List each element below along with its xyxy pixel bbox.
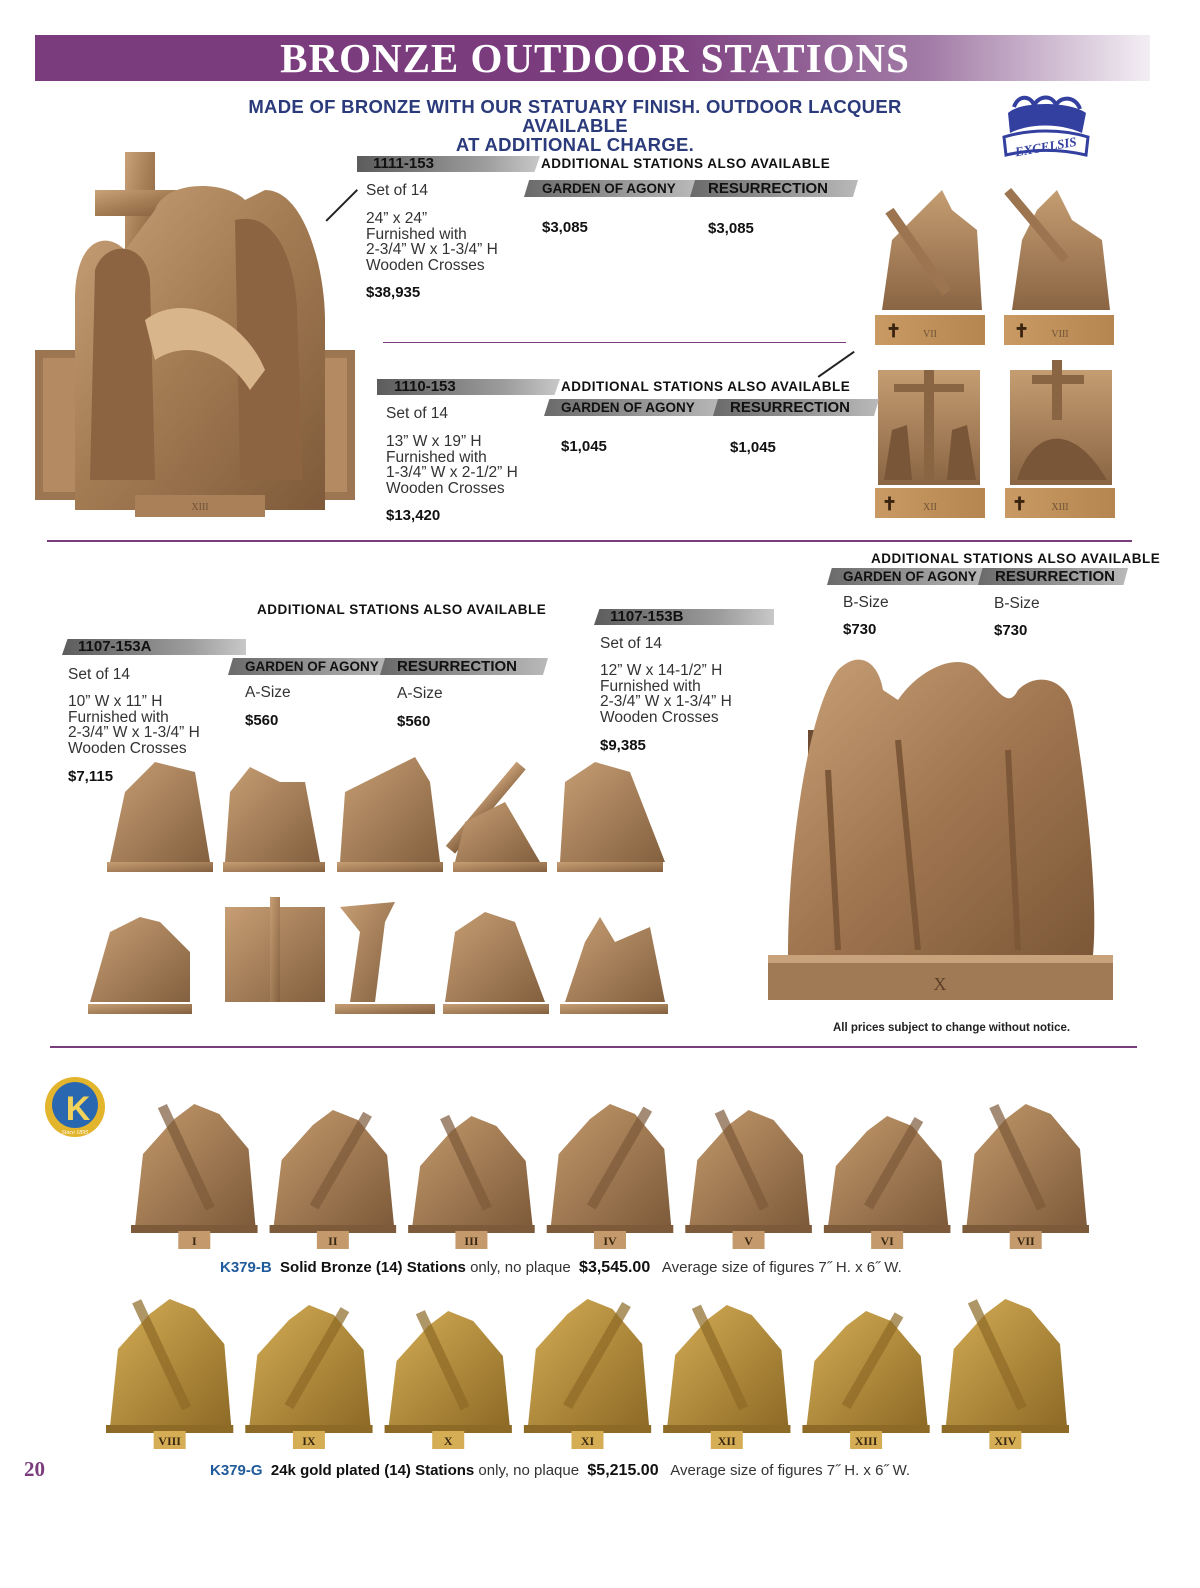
station-roman-label: XIV — [994, 1434, 1017, 1448]
station-roman-label: I — [191, 1234, 197, 1248]
k379g-caption — [210, 1462, 910, 1480]
station-figure — [663, 1305, 790, 1449]
page-number: 20 — [24, 1457, 45, 1481]
price-notice: All prices subject to change without notice. — [833, 1022, 1071, 1034]
subtitle: MADE OF BRONZE WITH OUR STATUARY FINISH. OUTDOOR LACQUER AVAILABLE AT ADDITIONAL CHARGE. — [248, 96, 902, 155]
station-figure — [824, 1116, 951, 1249]
price-1110: $13,420 — [386, 507, 441, 524]
roman-vii: VII — [923, 329, 937, 340]
sku-1107b: 1107-153B — [610, 608, 684, 625]
addl-garden-price-1107b: $730 — [843, 621, 877, 638]
svg-text:✝: ✝ — [1014, 321, 1030, 341]
k379b-size: Average size of figures 7˝ H. x 6˝ W. — [661, 1259, 902, 1276]
k-brand-logo — [44, 1075, 106, 1139]
pointer-line-2 — [818, 351, 855, 377]
svg-text:Since 1895: Since 1895 — [61, 1130, 89, 1136]
addl-garden-1107a: GARDEN OF AGONY — [245, 659, 379, 674]
divider-1 — [383, 342, 846, 343]
station-roman-label: III — [464, 1234, 479, 1248]
station-roman-label: VI — [880, 1234, 894, 1248]
station-roman-label: IX — [302, 1434, 316, 1448]
svg-text:✝: ✝ — [882, 494, 898, 514]
k379g-price: $5,215.00 — [587, 1462, 659, 1479]
station-x-large-image — [768, 650, 1113, 1005]
station-roman-label: VII — [1016, 1234, 1035, 1248]
set-count-1111: Set of 14 — [366, 182, 429, 199]
station-figure — [962, 1104, 1089, 1249]
station-roman-label: X — [443, 1434, 453, 1448]
addl-resurrection-1107b: RESURRECTION — [995, 568, 1116, 585]
addl-garden-size-1107a: A-Size — [245, 684, 291, 701]
price-1107a: $7,115 — [68, 768, 114, 785]
k379g-stations-row — [100, 1287, 1075, 1457]
addl-garden-price-1110: $1,045 — [561, 438, 607, 455]
sku-1110: 1110-153 — [394, 378, 456, 395]
station-roman-label: XIII — [854, 1434, 878, 1448]
station-roman-label: XI — [580, 1434, 595, 1448]
addl-resurrection-price-1111: $3,085 — [708, 220, 754, 237]
station-roman-label: II — [328, 1234, 338, 1248]
stations-grid-images — [85, 752, 670, 1022]
addl-resurrection-1107a: RESURRECTION — [397, 658, 518, 675]
addl-garden-price-1111: $3,085 — [542, 219, 588, 236]
station-figure — [131, 1104, 258, 1249]
small-stations-images — [872, 180, 1147, 520]
station-figure — [385, 1310, 512, 1449]
addl-title-1110: ADDITIONAL STATIONS ALSO AVAILABLE — [561, 379, 851, 394]
addl-title-1107a: ADDITIONAL STATIONS ALSO AVAILABLE — [257, 602, 547, 617]
set-count-1110: Set of 14 — [386, 405, 449, 422]
roman-viii: VIII — [1051, 329, 1069, 340]
desc-1110: 13” W x 19” H Furnished with 1-3/4” W x 2-1/2” H Wooden Crosses — [386, 433, 518, 497]
k379b-qualifier: only, no plaque — [470, 1259, 571, 1276]
k379g-qualifier: only, no plaque — [478, 1462, 580, 1479]
svg-text:K: K — [65, 1090, 91, 1128]
excelsis-logo — [1000, 93, 1092, 165]
k379b-price: $3,545.00 — [579, 1259, 651, 1276]
roman-xiii-label: XIII — [191, 502, 209, 513]
desc-1107b: 12” W x 14-1/2” H Furnished with 2-3/4” W x 1-3/4” H Wooden Crosses — [600, 662, 732, 726]
addl-title-1107b: ADDITIONAL STATIONS ALSO AVAILABLE — [871, 551, 1161, 566]
addl-resurrection-1110: RESURRECTION — [730, 399, 851, 416]
addl-title-1111: ADDITIONAL STATIONS ALSO AVAILABLE — [541, 156, 831, 171]
roman-x-label: X — [933, 974, 947, 994]
addl-garden-size-1107b: B-Size — [843, 594, 889, 611]
addl-garden-1110: GARDEN OF AGONY — [561, 400, 695, 415]
roman-xiii-small: XIII — [1051, 502, 1069, 513]
svg-text:✝: ✝ — [886, 321, 902, 341]
set-count-1107a: Set of 14 — [68, 666, 131, 683]
station-figure — [685, 1109, 812, 1249]
addl-resurrection-1111: RESURRECTION — [708, 180, 829, 197]
desc-1107a: 10” W x 11” H Furnished with 2-3/4” W x 1-3/4” H Wooden Crosses — [68, 693, 200, 757]
station-figure — [270, 1110, 397, 1249]
sku-1111: 1111-153 — [373, 155, 434, 172]
k379b-code: K379-B — [220, 1259, 272, 1276]
addl-resurrection-size-1107b: B-Size — [994, 595, 1040, 612]
k379b-caption — [220, 1259, 902, 1277]
station-figure — [408, 1115, 535, 1249]
k379g-code: K379-G — [210, 1462, 263, 1479]
section-divider-1 — [47, 540, 1132, 542]
sku-1107a: 1107-153A — [78, 638, 152, 655]
station-figure — [245, 1305, 372, 1449]
addl-garden-1111: GARDEN OF AGONY — [542, 181, 676, 196]
addl-resurrection-price-1107a: $560 — [397, 713, 431, 730]
page-title: BRONZE OUTDOOR STATIONS — [280, 35, 910, 81]
k379g-name: 24k gold plated (14) Stations — [270, 1462, 475, 1479]
station-figure — [802, 1311, 929, 1449]
station-figure — [942, 1299, 1069, 1449]
k379g-size: Average size of figures 7˝ H. x 6˝ W. — [670, 1462, 911, 1479]
k379b-stations-row — [125, 1092, 1095, 1257]
addl-resurrection-size-1107a: A-Size — [397, 685, 443, 702]
addl-resurrection-price-1110: $1,045 — [730, 439, 776, 456]
svg-text:✝: ✝ — [1012, 494, 1028, 514]
addl-garden-price-1107a: $560 — [245, 712, 279, 729]
addl-resurrection-price-1107b: $730 — [994, 622, 1028, 639]
station-xiii-large-image — [35, 150, 355, 525]
section-divider-2 — [50, 1046, 1137, 1048]
price-1111: $38,935 — [366, 284, 421, 301]
station-figure — [547, 1104, 674, 1249]
station-roman-label: IV — [603, 1234, 617, 1248]
roman-xii: XII — [923, 502, 937, 513]
logo-text: EXCELSIS — [1013, 133, 1078, 160]
k379b-name: Solid Bronze (14) Stations — [280, 1259, 466, 1276]
station-roman-label: XII — [717, 1434, 736, 1448]
station-figure — [524, 1299, 651, 1449]
desc-1111: 24” x 24” Furnished with 2-3/4” W x 1-3/4” H Wooden Crosses — [366, 210, 498, 274]
price-1107b: $9,385 — [600, 737, 646, 754]
station-roman-label: VIII — [158, 1434, 181, 1448]
station-figure — [106, 1299, 233, 1449]
set-count-1107b: Set of 14 — [600, 635, 663, 652]
station-roman-label: V — [744, 1234, 753, 1248]
addl-garden-1107b: GARDEN OF AGONY — [843, 569, 977, 584]
